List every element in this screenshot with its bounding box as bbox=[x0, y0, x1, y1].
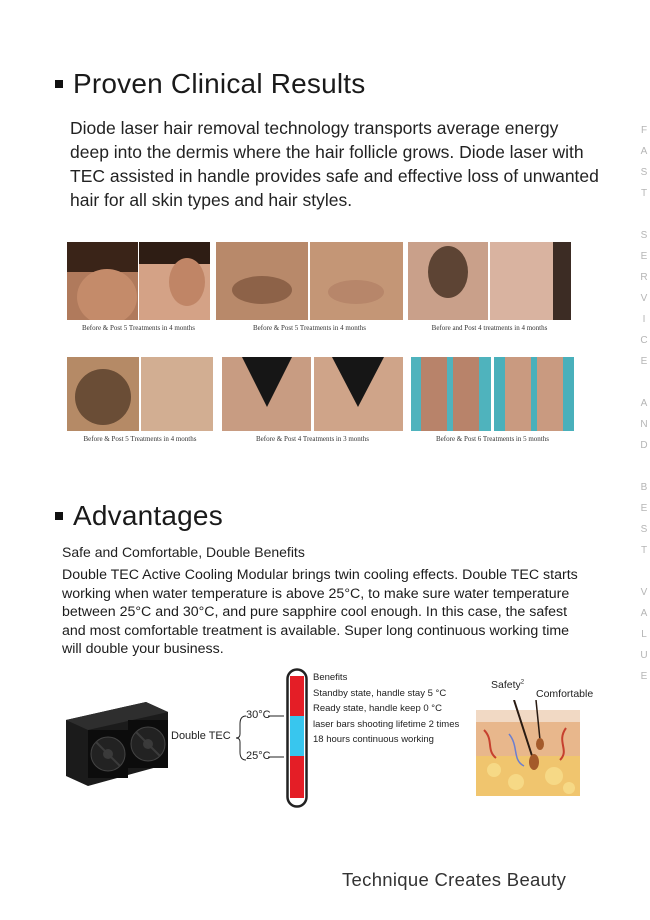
tagline-letter: S bbox=[640, 230, 648, 241]
photo-caption: Before & Post 4 Treatments in 3 months bbox=[256, 435, 369, 443]
tagline-letter: U bbox=[640, 650, 648, 661]
temp-low-label: 25°C bbox=[246, 750, 271, 762]
tagline-letter: V bbox=[640, 587, 648, 598]
tagline-letter: S bbox=[640, 167, 648, 178]
before-after-photo-legs bbox=[411, 357, 574, 431]
tec-cooling-module-image bbox=[60, 698, 172, 790]
tagline-letter: E bbox=[640, 251, 648, 262]
advantages-subheading: Safe and Comfortable, Double Benefits bbox=[62, 544, 305, 560]
benefit-item: Ready state, handle keep 0 °C bbox=[313, 703, 442, 714]
section-title-clinical bbox=[55, 68, 366, 100]
tagline-letter bbox=[643, 204, 646, 225]
tagline-letter: B bbox=[640, 482, 648, 493]
photo-caption: Before and Post 4 treatments in 4 months bbox=[431, 324, 548, 332]
tagline-letter: C bbox=[640, 335, 648, 346]
tagline-letter bbox=[643, 561, 646, 582]
skin-cross-section-image bbox=[474, 700, 584, 802]
temperature-bar-gauge bbox=[286, 668, 308, 808]
tagline-letter: L bbox=[641, 629, 647, 640]
section-title-advantages bbox=[55, 500, 223, 532]
benefits-title: Benefits bbox=[313, 672, 348, 683]
before-after-photo-face bbox=[67, 242, 210, 320]
tagline-letter: F bbox=[640, 125, 648, 136]
bullet-icon bbox=[55, 512, 63, 520]
photo-caption: Before & Post 5 Treatments in 4 months bbox=[82, 324, 195, 332]
tagline-letter: T bbox=[640, 188, 648, 199]
benefit-item: Standby state, handle stay 5 °C bbox=[313, 687, 447, 699]
benefits-list bbox=[313, 670, 483, 748]
tagline-letter: E bbox=[640, 503, 648, 514]
photo-caption: Before & Post 5 Treatments in 4 months bbox=[83, 435, 197, 443]
tagline-letter: A bbox=[640, 398, 648, 409]
clinical-intro-paragraph: Diode laser hair removal technology transports average energy deep into the dermis where the hair follicle grows. Diode laser with TEC assisted in handle provides safe and effective loss of unwanted hair for all skin types and hair styles. bbox=[70, 118, 599, 210]
tagline-letter: T bbox=[640, 545, 648, 556]
tagline-letter: R bbox=[640, 272, 648, 283]
photo-caption: Before & Post 5 Treatments in 4 months bbox=[253, 324, 366, 332]
tagline-letter: D bbox=[640, 440, 648, 451]
tagline-letter: I bbox=[642, 314, 646, 325]
comfortable-label: Comfortable bbox=[536, 688, 594, 700]
side-tagline bbox=[636, 120, 650, 810]
photo-caption: Before & Post 6 Treatments in 5 months bbox=[436, 435, 549, 443]
clinical-results-heading: Proven Clinical Results bbox=[73, 68, 366, 99]
tagline-letter: E bbox=[640, 356, 648, 367]
advantages-paragraph: Double TEC Active Cooling Modular brings twin cooling effects. Double TEC starts working when water temperature is above 25°C, to make sure water temperature between 25°C and 30°C, and pure sapphire cool enough. In this case, the safest and most comfortable treatment is available. Super long continuous working time will double your business. bbox=[62, 567, 578, 657]
before-after-photo-bikini bbox=[222, 357, 403, 431]
tagline-letter: S bbox=[640, 524, 648, 535]
bullet-icon bbox=[55, 80, 63, 88]
tagline-letter: A bbox=[640, 146, 648, 157]
tagline-letter: V bbox=[640, 293, 648, 304]
tagline-letter: N bbox=[640, 419, 648, 430]
tagline-letter bbox=[643, 456, 646, 477]
footer-slogan: Technique Creates Beauty bbox=[342, 869, 567, 890]
advantages-heading: Advantages bbox=[73, 500, 223, 531]
before-after-photo-armpit bbox=[408, 242, 571, 320]
benefit-item: laser bars shooting lifetime 2 times bbox=[313, 718, 460, 730]
before-after-photo-underarm bbox=[216, 242, 403, 320]
before-after-photo-chest bbox=[67, 357, 213, 431]
safety-label: Safety$^2$ bbox=[491, 679, 525, 691]
tagline-letter: E bbox=[640, 671, 648, 682]
benefit-item: 18 hours continuous working bbox=[313, 734, 434, 745]
tagline-letter bbox=[643, 372, 646, 393]
tagline-letter: A bbox=[640, 608, 648, 619]
temp-high-label: 30°C bbox=[246, 709, 271, 721]
double-tec-label: Double TEC bbox=[171, 730, 231, 742]
